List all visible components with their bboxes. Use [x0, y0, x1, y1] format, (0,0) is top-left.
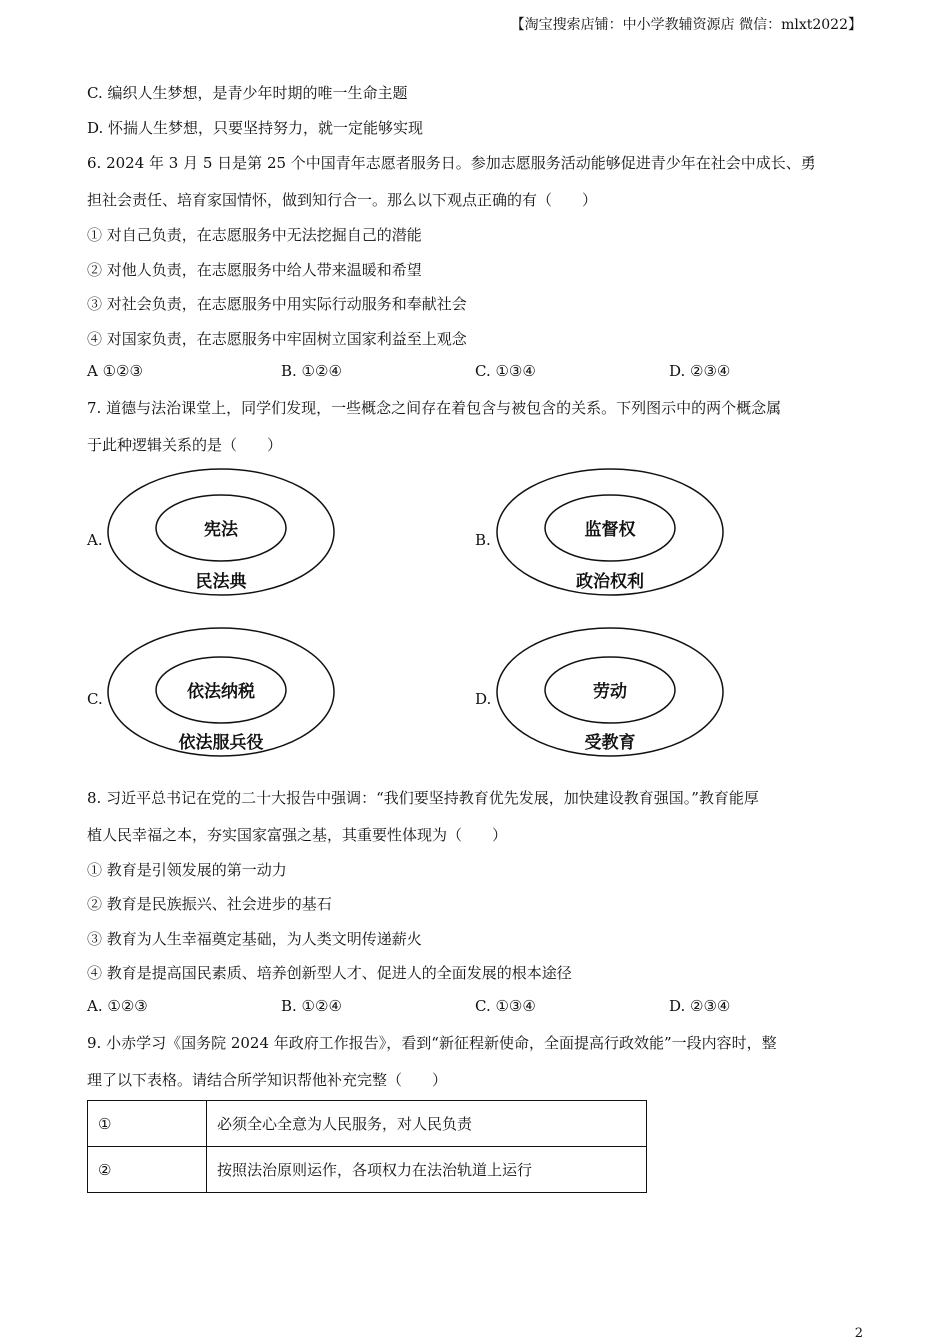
- outer-concept: 受教育: [584, 733, 636, 753]
- q6-option-c[interactable]: C. ①③④: [475, 362, 536, 380]
- q9-stem-line2: 理了以下表格。请结合所学知识帮他补充完整（ ）: [87, 1071, 448, 1089]
- q8-item-3: ③ 教育为人生幸福奠定基础，为人类文明传递薪火: [87, 930, 422, 948]
- q7-diagram-d: [495, 626, 725, 758]
- q6-option-b[interactable]: B. ①②④: [281, 362, 342, 380]
- page-header: 【淘宝搜索店铺：中小学教辅资源店 微信：mlxt2022】: [510, 17, 862, 33]
- table-row: [88, 1147, 647, 1193]
- q8-item-2: ② 教育是民族振兴、社会进步的基石: [87, 895, 332, 913]
- inner-concept: 宪法: [204, 520, 238, 540]
- q6-item-2: ② 对他人负责，在志愿服务中给人带来温暖和希望: [87, 261, 422, 279]
- table-row: [88, 1101, 647, 1147]
- q6-item-1: ① 对自己负责，在志愿服务中无法挖掘自己的潜能: [87, 226, 422, 244]
- q7-diagram-c-label[interactable]: C.: [87, 690, 103, 708]
- q8-stem-line2: 植人民幸福之本，夯实国家富强之基，其重要性体现为（ ）: [87, 826, 508, 844]
- q8-option-d[interactable]: D. ②③④: [669, 997, 731, 1015]
- q8-option-a[interactable]: A. ①②③: [87, 997, 148, 1015]
- q6-stem-line2: 担社会责任、培育家国情怀，做到知行合一。那么以下观点正确的有（ ）: [87, 191, 598, 209]
- outer-concept: 政治权利: [576, 572, 644, 592]
- outer-concept: 依法服兵役: [178, 733, 264, 753]
- q9-stem-line1: 9. 小赤学习《国务院 2024 年政府工作报告》，看到“新征程新使命，全面提高行政效能”一段内容时，整: [87, 1034, 777, 1052]
- q6-option-a[interactable]: A ①②③: [87, 362, 143, 380]
- q7-diagram-b: [495, 467, 725, 597]
- q7-diagram-d-label[interactable]: D.: [475, 690, 492, 708]
- q8-item-4: ④ 教育是提高国民素质、培养创新型人才、促进人的全面发展的根本途径: [87, 964, 572, 982]
- q7-stem-line2: 于此种逻辑关系的是（ ）: [87, 436, 283, 454]
- q9-table: [87, 1100, 647, 1193]
- q7-diagram-b-label[interactable]: B.: [475, 531, 491, 549]
- table-cell-key: ②: [88, 1147, 207, 1193]
- q8-item-1: ① 教育是引领发展的第一动力: [87, 861, 287, 879]
- q6-item-4: ④ 对国家负责，在志愿服务中牢固树立国家利益至上观念: [87, 330, 467, 348]
- q7-diagram-a-label[interactable]: A.: [87, 531, 103, 549]
- q8-stem-line1: 8. 习近平总书记在党的二十大报告中强调：“我们要坚持教育优先发展，加快建设教育强国。”教育能厚: [87, 789, 759, 807]
- table-cell-value: 必须全心全意为人民服务，对人民负责: [207, 1101, 647, 1147]
- q6-stem-line1: 6. 2024 年 3 月 5 日是第 25 个中国青年志愿者服务日。参加志愿服务活动能够促进青少年在社会中成长、勇: [87, 154, 816, 172]
- q8-option-b[interactable]: B. ①②④: [281, 997, 342, 1015]
- outer-concept: 民法典: [195, 572, 247, 592]
- q7-stem-line1: 7. 道德与法治课堂上，同学们发现，一些概念之间存在着包含与被包含的关系。下列图示中的两个概念属: [87, 399, 782, 417]
- table-cell-value: 按照法治原则运作，各项权力在法治轨道上运行: [207, 1147, 647, 1193]
- inner-concept: 依法纳税: [187, 682, 255, 702]
- q6-option-d[interactable]: D. ②③④: [669, 362, 731, 380]
- inner-concept: 劳动: [593, 682, 627, 702]
- inner-concept: 监督权: [584, 520, 636, 540]
- table-cell-key: ①: [88, 1101, 207, 1147]
- page-number: 2: [854, 1326, 863, 1341]
- q7-diagram-a: [106, 467, 336, 597]
- q8-option-c[interactable]: C. ①③④: [475, 997, 536, 1015]
- q5-option-d: D. 怀揣人生梦想，只要坚持努力，就一定能够实现: [87, 119, 424, 137]
- q7-diagram-c: [106, 626, 336, 758]
- q6-item-3: ③ 对社会负责，在志愿服务中用实际行动服务和奉献社会: [87, 295, 467, 313]
- q5-option-c: C. 编织人生梦想，是青少年时期的唯一生命主题: [87, 84, 408, 102]
